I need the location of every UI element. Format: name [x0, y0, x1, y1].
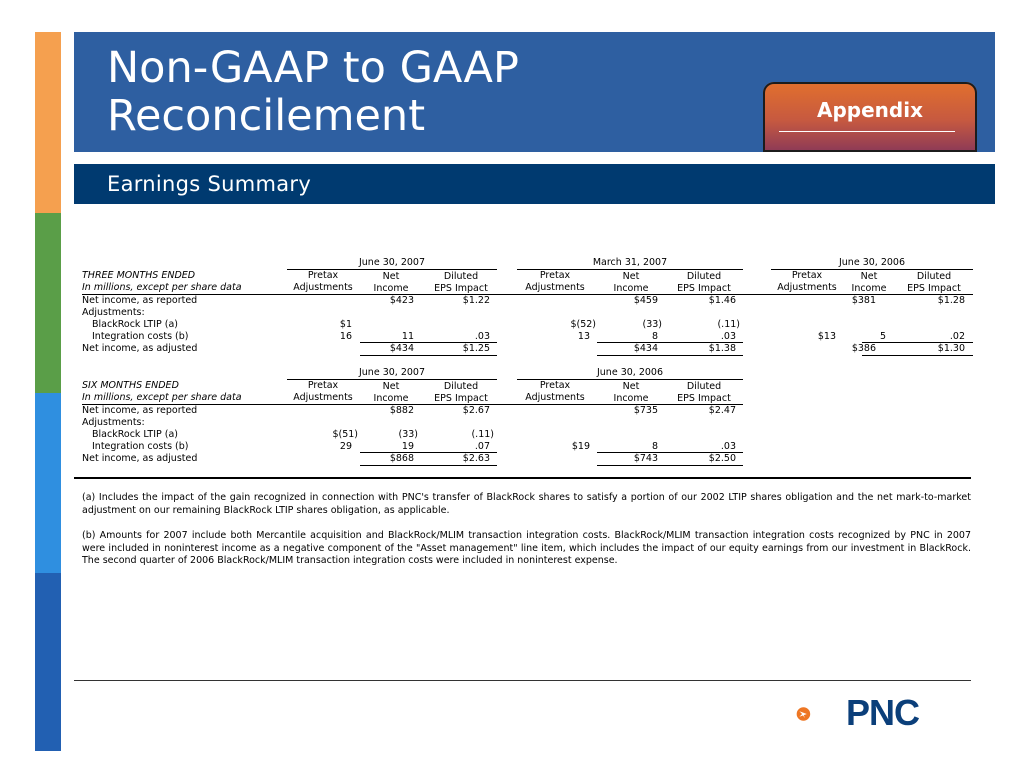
stripe-green	[35, 213, 61, 393]
col-header: Diluted	[443, 381, 479, 392]
cell-value: $459	[633, 295, 658, 306]
cell-value: $381	[851, 295, 876, 306]
col-header: EPS Impact	[677, 283, 731, 294]
table-label: THREE MONTHS ENDED	[82, 270, 196, 281]
period-header: June 30, 2006	[596, 367, 663, 378]
cell-value: $2.63	[462, 453, 490, 464]
cell-value: $868	[389, 453, 414, 464]
period-header: June 30, 2006	[838, 257, 905, 268]
pnc-logo-text: PNC	[846, 692, 920, 733]
cell-value: 19	[401, 441, 414, 452]
footnote-divider	[74, 477, 971, 479]
col-header: EPS Impact	[907, 283, 961, 294]
cell-value: 8	[651, 331, 658, 342]
cell-value: 29	[339, 441, 352, 452]
col-header: Pretax	[791, 270, 823, 281]
col-header: Diluted	[916, 271, 952, 282]
col-header: Pretax	[539, 270, 571, 281]
cell-value: $(52)	[570, 319, 596, 330]
appendix-label: Appendix	[817, 98, 923, 122]
col-header: Net	[382, 271, 400, 282]
total-rule	[360, 465, 497, 466]
row-label: Adjustments:	[82, 417, 145, 428]
cell-value: .03	[720, 441, 736, 452]
cell-value: $386	[851, 343, 876, 354]
row-label: BlackRock LTIP (a)	[92, 429, 179, 440]
cell-value: $434	[633, 343, 658, 354]
cell-value: $1.46	[708, 295, 736, 306]
period-header: March 31, 2007	[592, 257, 668, 268]
period-header: June 30, 2007	[358, 367, 425, 378]
cell-value: (33)	[398, 429, 418, 440]
cell-value: .02	[949, 331, 965, 342]
cell-value: $735	[633, 405, 658, 416]
row-label: Net income, as reported	[82, 295, 198, 306]
cell-value: 5	[879, 331, 886, 342]
title-line-2: Reconcilement	[107, 91, 426, 141]
section-title: Earnings Summary	[107, 172, 312, 196]
row-label: Integration costs (b)	[92, 441, 189, 452]
cell-value: $(51)	[332, 429, 358, 440]
col-header: Adjustments	[293, 392, 353, 403]
table-sublabel: In millions, except per share data	[82, 282, 242, 293]
footnote-a: (a) Includes the impact of the gain recognized in connection with PNC's transfer of BlackRock shares to satisfy a portion of our 2002 LTIP shares obligation and the net mark-to-market adjustment on our remaining BlackRock LTIP shares obligation, as applicable.	[82, 492, 971, 516]
cell-value: $1.38	[708, 343, 736, 354]
cell-value: $2.47	[708, 405, 736, 416]
col-header: EPS Impact	[677, 393, 731, 404]
col-header: Net	[622, 271, 640, 282]
appendix-tab	[763, 82, 977, 152]
row-label: Adjustments:	[82, 307, 145, 318]
col-header: Adjustments	[525, 392, 585, 403]
header-banner	[74, 32, 995, 152]
col-header: Diluted	[686, 271, 722, 282]
cell-value: $13	[817, 331, 836, 342]
cell-value: 11	[401, 331, 414, 342]
cell-value: $882	[389, 405, 414, 416]
total-rule	[597, 355, 743, 356]
col-header: Adjustments	[777, 282, 837, 293]
cell-value: (33)	[642, 319, 662, 330]
cell-value: 16	[339, 331, 352, 342]
col-header: Adjustments	[293, 282, 353, 293]
col-header: Diluted	[443, 271, 479, 282]
col-header: Pretax	[307, 380, 339, 391]
title-line-1: Non-GAAP to GAAP	[107, 43, 519, 93]
cell-value: $434	[389, 343, 414, 354]
cell-value: $19	[571, 441, 590, 452]
col-header: Net	[382, 381, 400, 392]
subheader-bar	[74, 164, 995, 204]
col-header: Income	[373, 393, 409, 404]
cell-value: $1.28	[937, 295, 965, 306]
col-header: Income	[613, 393, 649, 404]
page-title	[107, 44, 519, 140]
appendix-underline	[779, 131, 955, 132]
pnc-logo-icon	[796, 692, 846, 736]
col-header: Net	[860, 271, 878, 282]
cell-value: $1.30	[937, 343, 965, 354]
footer-rule	[74, 680, 971, 681]
row-label: Integration costs (b)	[92, 331, 189, 342]
cell-value: $1.25	[462, 343, 490, 354]
col-header: Income	[613, 283, 649, 294]
total-rule	[360, 355, 497, 356]
cell-value: 13	[577, 331, 590, 342]
footnote-b: (b) Amounts for 2007 include both Mercantile acquisition and BlackRock/MLIM transaction integration costs. BlackRock/MLIM transaction integration costs recognized by PNC in 2007 were included in noninterest income as a negative component of the "Asset management" line item, which includes the impact of our equity earnings from our investment in BlackRock. The second quarter of 2006 BlackRock/MLIM transaction integration costs were included in noninterest expense.	[82, 530, 971, 566]
col-header: EPS Impact	[434, 283, 488, 294]
col-header: EPS Impact	[434, 393, 488, 404]
col-header: Income	[373, 283, 409, 294]
cell-value: $2.67	[462, 405, 490, 416]
stripe-lightblue	[35, 393, 61, 573]
col-header: Pretax	[539, 380, 571, 391]
cell-value: $423	[389, 295, 414, 306]
cell-value: (.11)	[471, 429, 494, 440]
cell-value: $2.50	[708, 453, 736, 464]
col-header: Net	[622, 381, 640, 392]
cell-value: $1	[339, 319, 352, 330]
total-rule	[862, 355, 973, 356]
stripe-orange	[35, 32, 61, 213]
table-sublabel: In millions, except per share data	[82, 392, 242, 403]
col-header: Pretax	[307, 270, 339, 281]
row-label: Net income, as reported	[82, 405, 198, 416]
cell-value: .03	[474, 331, 490, 342]
col-header: Adjustments	[525, 282, 585, 293]
row-label: Net income, as adjusted	[82, 453, 198, 464]
total-rule	[597, 465, 743, 466]
cell-value: .03	[720, 331, 736, 342]
cell-value: $743	[633, 453, 658, 464]
cell-value: (.11)	[717, 319, 740, 330]
table-label: SIX MONTHS ENDED	[82, 380, 179, 391]
row-label: BlackRock LTIP (a)	[92, 319, 179, 330]
col-header: Diluted	[686, 381, 722, 392]
period-header: June 30, 2007	[358, 257, 425, 268]
cell-value: $1.22	[462, 295, 490, 306]
col-header: Income	[851, 283, 887, 294]
row-label: Net income, as adjusted	[82, 343, 198, 354]
cell-value: .07	[474, 441, 490, 452]
stripe-blue	[35, 573, 61, 751]
cell-value: 8	[651, 441, 658, 452]
